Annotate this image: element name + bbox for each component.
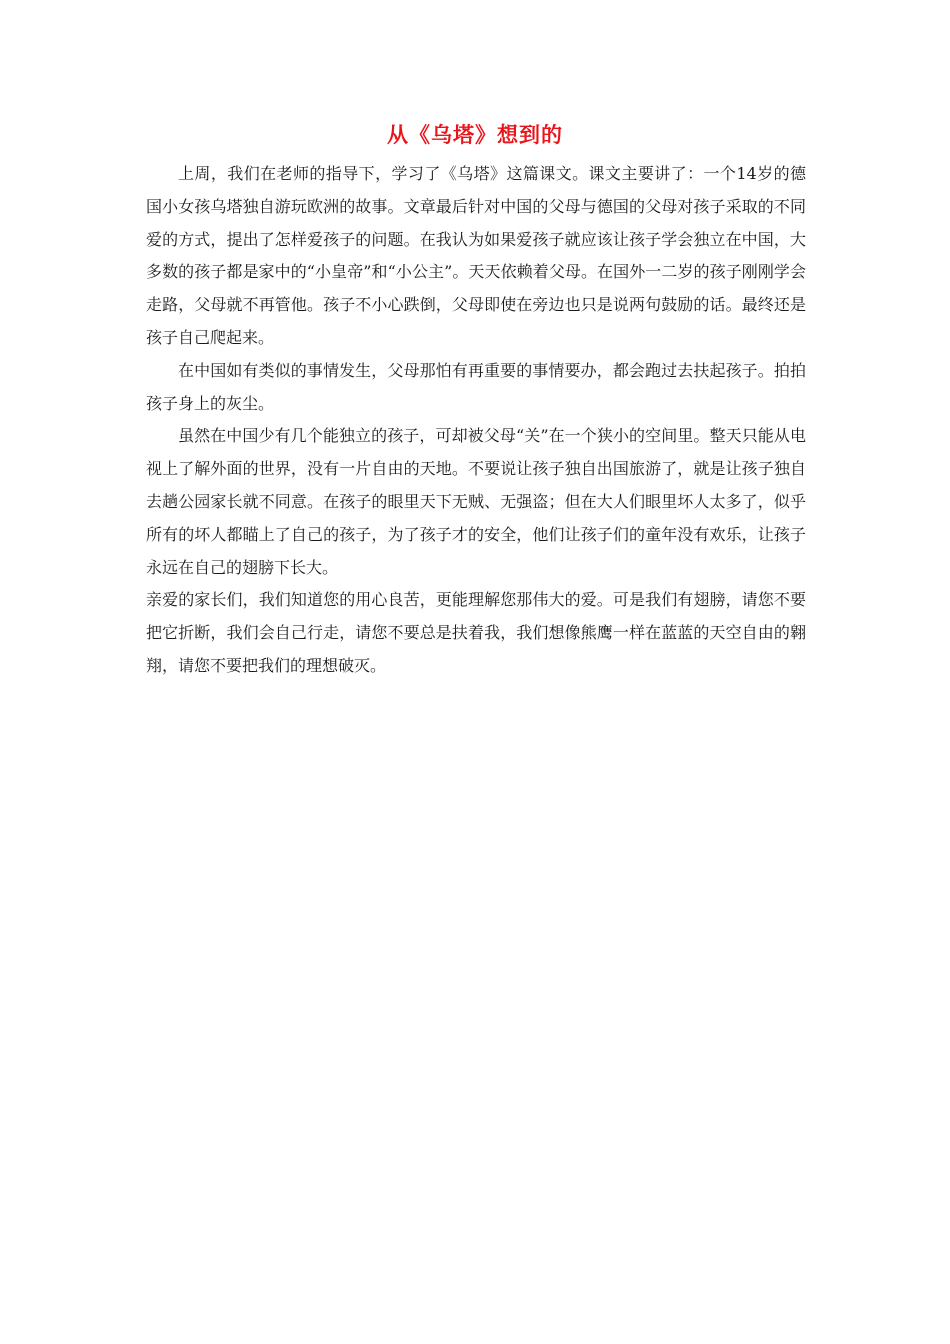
paragraph-1: 上周，我们在老师的指导下，学习了《乌塔》这篇课文。课文主要讲了：一个14岁的德国小女孩乌塔独自游玩欧洲的故事。文章最后针对中国的父母与德国的父母对孩子采取的不同爱的方式，提出了怎样爱孩子的问题。在我认为如果爱孩子就应该让孩子学会独立在中国，大多数的孩子都是家中的“小皇帝”和“小公主”。天天依赖着父母。在国外一二岁的孩子刚刚学会走路，父母就不再管他。孩子不小心跌倒，父母即使在旁边也只是说两句鼓励的话。最终还是孩子自己爬起来。 — [146, 164, 806, 347]
paragraph-4: 亲爱的家长们，我们知道您的用心良苦，更能理解您那伟大的爱。可是我们有翅膀，请您不要把它折断，我们会自己行走，请您不要总是扶着我，我们想像熊鹰一样在蓝蓝的天空自由的翱翔，请您不要把我们的理想破灭。 — [146, 590, 806, 675]
paragraph-3: 虽然在中国少有几个能独立的孩子，可却被父母“关”在一个狭小的空间里。整天只能从电视上了解外面的世界，没有一片自由的天地。不要说让孩子独自出国旅游了，就是让孩子独自去趟公园家长就不同意。在孩子的眼里天下无贼、无强盗；但在大人们眼里坏人太多了，似乎所有的坏人都瞄上了自己的孩子，为了孩子才的安全，他们让孩子们的童年没有欢乐，让孩子永远在自己的翅膀下长大。 — [146, 426, 806, 577]
document-body — [146, 158, 806, 683]
document-title: 从《乌塔》想到的 — [387, 122, 563, 147]
paragraph-2: 在中国如有类似的事情发生，父母那怕有再重要的事情要办，都会跑过去扶起孩子。拍拍孩子身上的灰尘。 — [146, 360, 806, 413]
